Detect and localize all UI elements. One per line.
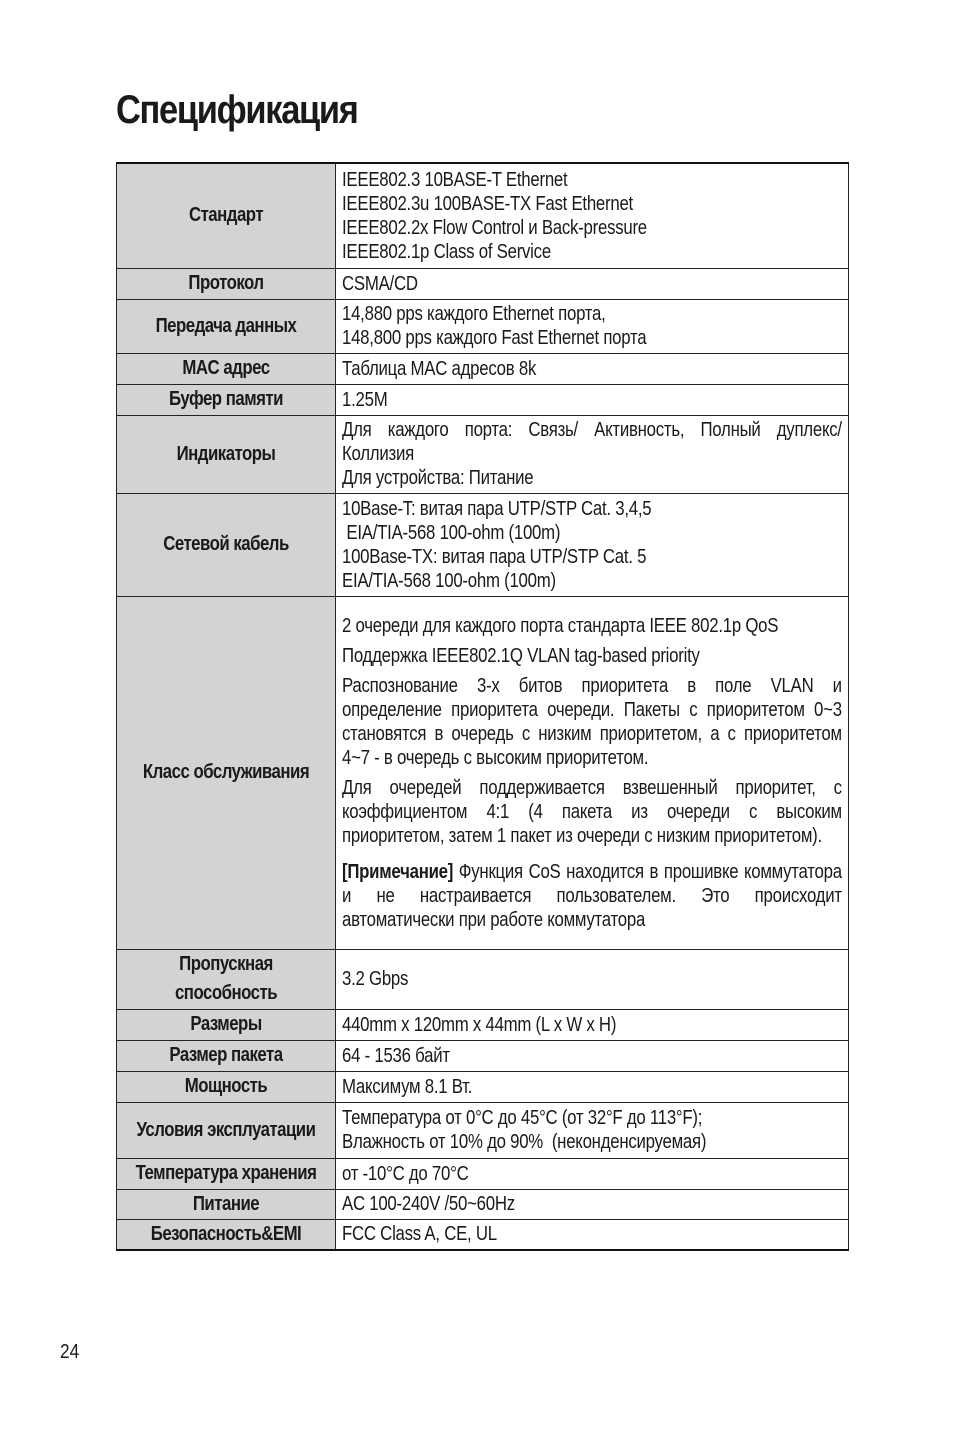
row-value-indicators: Для каждого порта: Связь/ Активность, Полный дуплекс/ Коллизия Для устройства: Питание	[336, 415, 849, 493]
table-row	[117, 1009, 849, 1040]
row-label-data-transfer: Передача данных	[117, 299, 336, 353]
row-label-dimensions: Размеры	[117, 1009, 336, 1040]
row-label-power: Питание	[117, 1189, 336, 1219]
table-row	[117, 1040, 849, 1071]
row-label-cable: Сетевой кабель	[117, 493, 336, 596]
row-value-operating: Температура от 0°C до 45°C (от 32°F до 113°F); Влажность от 10% до 90% (неконденсируемая)	[336, 1102, 849, 1158]
page-title: Спецификация	[116, 88, 358, 132]
row-value-cable: 10Base-T: витая пара UTP/STP Cat. 3,4,5 EIA/TIA-568 100-ohm (100m) 100Base-TX: витая пара UTP/STP Cat. 5 EIA/TIA-568 100-ohm (100m)	[336, 493, 849, 596]
row-value-standard: IEEE802.3 10BASE-T Ethernet IEEE802.3u 100BASE-TX Fast Ethernet IEEE802.2x Flow Control и Back-pressure IEEE802.1p Class of Service	[336, 163, 849, 268]
table-row	[117, 163, 849, 268]
table-row	[117, 353, 849, 384]
row-label-storage: Температура хранения	[117, 1158, 336, 1189]
row-value-mac: Таблица MAC адресов 8k	[336, 353, 849, 384]
row-value-qos: 2 очереди для каждого порта стандарта IEEE 802.1p QoS Поддержка IEEE802.1Q VLAN tag-based priority Распознование 3-х битов приоритета в поле VLAN и определение приоритета очереди. Пакеты с приоритетом 0~3 становятся в очередь с низким приоритетом, а с приоритетом 4~7 - в очередь с высоким приоритетом. Для очередей поддерживается взвешенный приоритет, с коэффициентом 4:1 (4 пакета из очереди с высоким приоритетом, затем 1 пакет из очереди с низким приоритетом). [Примечание] Функция CoS находится в прошивке коммутатора и не настраивается пользователем. Это происходит автоматически при работе коммутатора	[336, 596, 849, 949]
table-row	[117, 384, 849, 415]
row-value-power-consumption: Максимум 8.1 Вт.	[336, 1071, 849, 1102]
table-row	[117, 415, 849, 493]
row-label-protocol: Протокол	[117, 268, 336, 299]
row-value-safety: FCC Class A, CE, UL	[336, 1219, 849, 1250]
table-row	[117, 1219, 849, 1250]
table-row	[117, 493, 849, 596]
row-value-dimensions: 440mm x 120mm x 44mm (L x W x H)	[336, 1009, 849, 1040]
qos-note: [Примечание] Функция CoS находится в прошивке коммутатора и не настраивается пользователем. Это происходит автоматически при работе коммутатора	[342, 860, 842, 931]
table-row	[117, 299, 849, 353]
row-label-indicators: Индикаторы	[117, 415, 336, 493]
row-value-data-transfer: 14,880 pps каждого Ethernet порта, 148,800 pps каждого Fast Ethernet порта	[336, 299, 849, 353]
row-label-packet-size: Размер пакета	[117, 1040, 336, 1071]
table-row	[117, 596, 849, 949]
specification-table	[116, 162, 849, 1251]
row-label-operating: Условия эксплуатации	[117, 1102, 336, 1158]
table-row	[117, 949, 849, 1009]
row-value-protocol: CSMA/CD	[336, 268, 849, 299]
row-label-mac: MAC адрес	[117, 353, 336, 384]
page-number: 24	[60, 1341, 80, 1363]
table-row	[117, 1071, 849, 1102]
row-label-throughput: Пропускная способность	[117, 949, 336, 1009]
table-row	[117, 1102, 849, 1158]
row-label-buffer: Буфер памяти	[117, 384, 336, 415]
row-value-storage: от -10°C до 70°C	[336, 1158, 849, 1189]
row-label-qos: Класс обслуживания	[117, 596, 336, 949]
row-label-safety: Безопасность&EMI	[117, 1219, 336, 1250]
row-label-power-consumption: Мощность	[117, 1071, 336, 1102]
table-row	[117, 268, 849, 299]
table-row	[117, 1189, 849, 1219]
row-value-buffer: 1.25M	[336, 384, 849, 415]
row-value-power: AC 100-240V /50~60Hz	[336, 1189, 849, 1219]
row-value-packet-size: 64 - 1536 байт	[336, 1040, 849, 1071]
row-label-standard: Стандарт	[117, 163, 336, 268]
row-value-throughput: 3.2 Gbps	[336, 949, 849, 1009]
table-row	[117, 1158, 849, 1189]
